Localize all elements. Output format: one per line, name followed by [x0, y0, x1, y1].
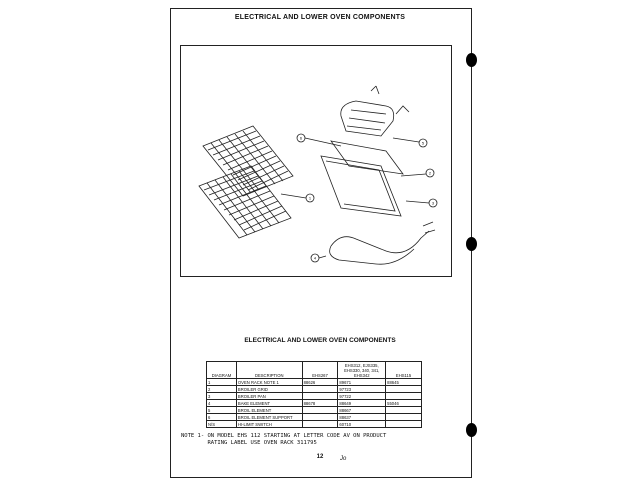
cell: 3 [207, 393, 237, 400]
cell: 2 [207, 386, 237, 393]
callout-6: 6 [299, 135, 303, 141]
cell: 88637 [338, 414, 386, 421]
broil-element [341, 101, 394, 136]
cell: 89671 [338, 379, 386, 386]
cell [386, 393, 422, 400]
exploded-parts-diagram [180, 45, 452, 277]
cell: HI-LIMIT SWITCH [236, 421, 302, 428]
cell [386, 414, 422, 421]
callout-1: 1 [308, 195, 312, 201]
cell: 97723 [338, 386, 386, 393]
cell [302, 407, 338, 414]
cell: BROILER GRID [236, 386, 302, 393]
cell: 5 [207, 407, 237, 414]
header-model-a: EHS267 [302, 362, 338, 379]
callout-2: 2 [428, 170, 432, 176]
broiler-pan [321, 156, 401, 216]
header-model-c: EHS115 [386, 362, 422, 379]
table-title: ELECTRICAL AND LOWER OVEN COMPONENTS [244, 337, 396, 344]
cell: 88678 [302, 400, 338, 407]
header-diagram: DIAGRAM [207, 362, 237, 379]
cell: 88667 [338, 407, 386, 414]
cell: N/S [207, 421, 237, 428]
cell: 4 [207, 400, 237, 407]
callout-3: 3 [431, 200, 435, 206]
binder-hole-top [466, 53, 477, 67]
handwritten-stamp: Jo [340, 456, 347, 462]
cell: 88649 [338, 400, 386, 407]
table-row [207, 386, 422, 393]
binder-hole-middle [466, 237, 477, 251]
footnote [181, 433, 461, 447]
cell: 97722 [338, 393, 386, 400]
binder-hole-bottom [466, 423, 477, 437]
cell: 1 [207, 379, 237, 386]
cell [302, 386, 338, 393]
bake-element [331, 231, 429, 253]
table-row [207, 400, 422, 407]
header-model-b: EHS312, EJS335, EHS330, 340, 341, EHS342 [338, 362, 386, 379]
cell: 6 [207, 414, 237, 421]
cell: BAKE ELEMENT [236, 400, 302, 407]
cell [386, 407, 422, 414]
table-row [207, 407, 422, 414]
page-number: 12 [316, 454, 324, 460]
footnote-line-2: RATING LABEL USE OVEN RACK 311795 [181, 440, 317, 446]
cell: 88645 [386, 379, 422, 386]
parts-table [206, 361, 422, 428]
footnote-line-1: NOTE 1- ON MODEL EHS 112 STARTING AT LETTER CODE AV ON PRODUCT [181, 433, 387, 439]
cell: 60710 [338, 421, 386, 428]
table-header-row [207, 362, 422, 379]
cell [302, 421, 338, 428]
parts-illustration [181, 46, 451, 276]
callout-4: 4 [313, 255, 317, 261]
page-title: ELECTRICAL AND LOWER OVEN COMPONENTS [234, 14, 406, 21]
cell: BROILER PAN [236, 393, 302, 400]
cell: BROIL ELEMENT [236, 407, 302, 414]
cell [302, 393, 338, 400]
table-row [207, 393, 422, 400]
cell: 88626 [302, 379, 338, 386]
callout-5: 5 [421, 140, 425, 146]
table-row [207, 414, 422, 421]
broiler-grid [331, 141, 403, 174]
cell: OVEN RACK NOTE 1 [236, 379, 302, 386]
table-row [207, 421, 422, 428]
cell: 55046 [386, 400, 422, 407]
cell [302, 414, 338, 421]
table-row [207, 379, 422, 386]
header-description: DESCRIPTION [236, 362, 302, 379]
cell: BROIL ELEMENT SUPPORT [236, 414, 302, 421]
cell [386, 386, 422, 393]
broil-element-support [371, 86, 379, 94]
cell [386, 421, 422, 428]
